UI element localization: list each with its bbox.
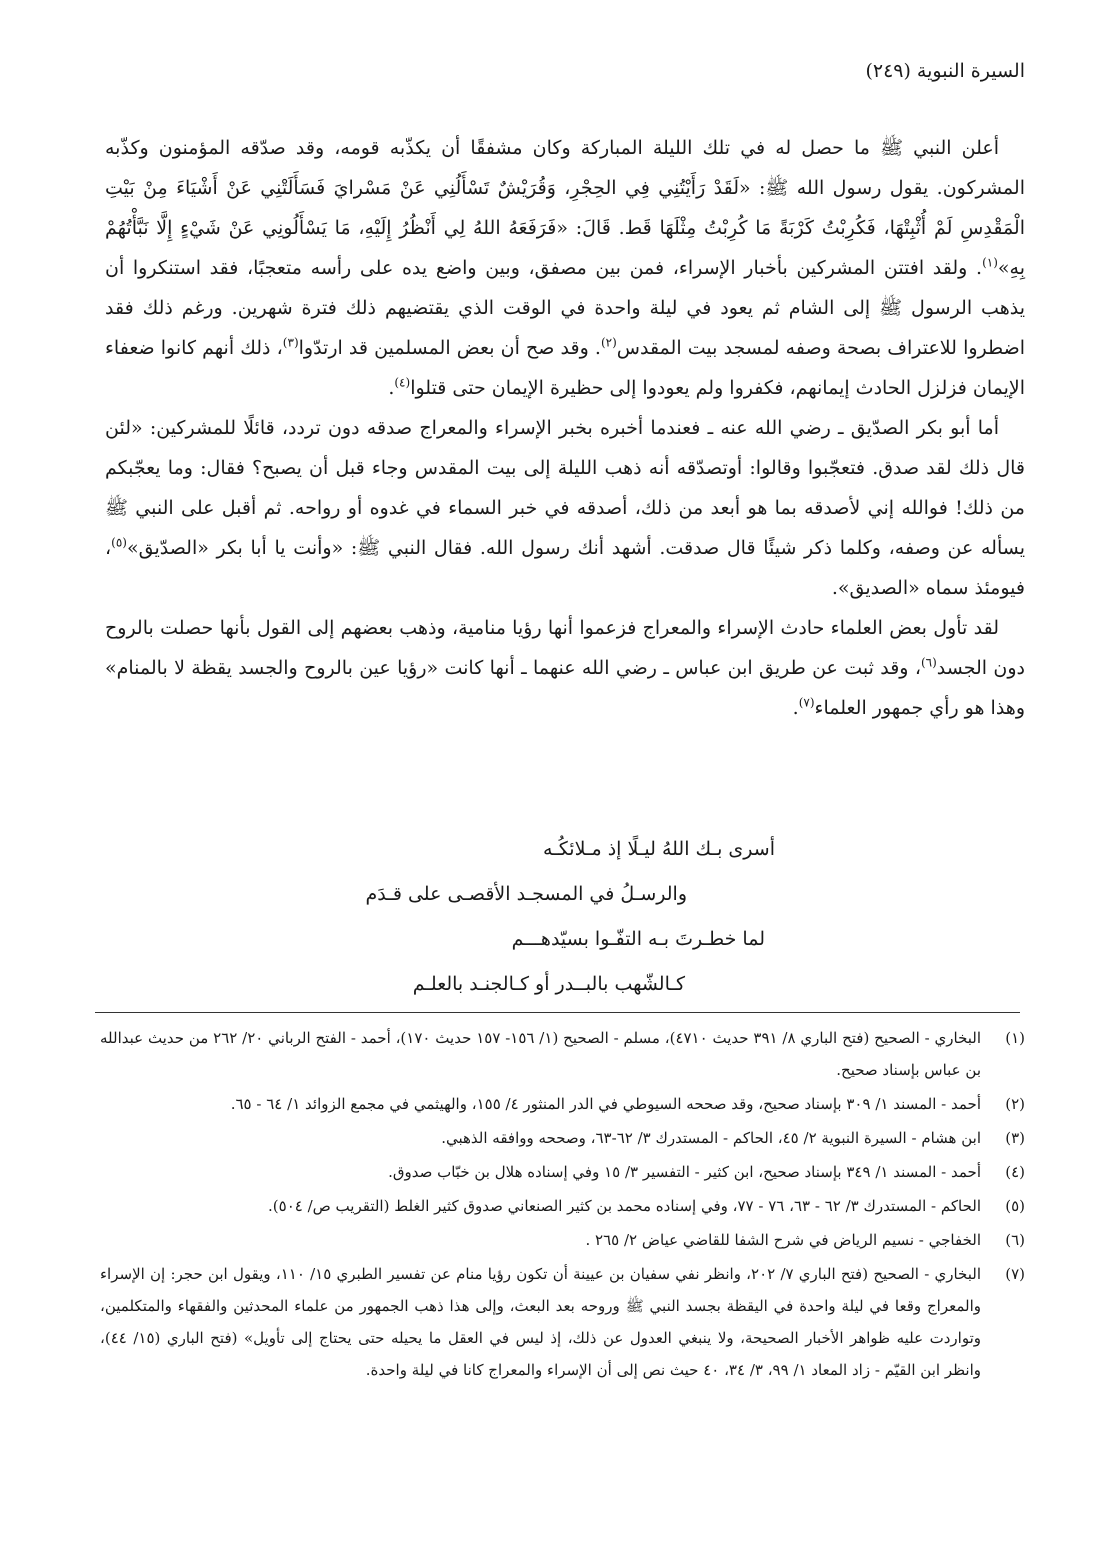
footnote [100,1224,1025,1256]
footnote-text: البخاري - الصحيح (فتح الباري ٧/ ٢٠٢، وانظر نفي سفيان بن عيينة أن تكون رؤيا منام عن تفسير الطبري ١٥/ ١١٠، ويقول ابن حجر: إن الإسراء والمعراج وقعا في ليلة واحدة في اليقظة بجسد النبي ﷺ وروحه بعد البعث، وإلى هذا ذهب الجمهور من علماء المحدثين والفقهاء والمتكلمين، وتواردت عليه ظواهر الأخبار الصحيحة، ولا ينبغي العدول عن ذلك، إذ ليس في العقل ما يحيله حتى يحتاج إلى تأويل» (فتح الباري (١٥/ ٤٤)، وانظر ابن القيّم - زاد المعاد ١/ ٩٩، ٣/ ٣٤، ٤٠ حيث نص إلى أن الإسراء والمعراج كانا في ليلة واحدة. [100,1265,981,1379]
poem-verse: لما خطـرتَ بـه التفّـوا بسيّدهـــم [511,928,765,950]
footnote [100,1190,1025,1222]
footnote-text: أحمد - المسند ١/ ٣٤٩ بإسناد صحيح، ابن كثير - التفسير ٣/ ١٥ وفي إسناده هلال بن خبّاب صدوق. [388,1163,981,1181]
paragraph: أعلن النبي ﷺ ما حصل له في تلك الليلة المباركة وكان مشفقًا أن يكذّبه قومه، وقد صدّقه المؤمنون وكذّبه المشركون. يقول رسول الله ﷺ: «لَقَدْ رَأَيْتُنِي فِي الحِجْرِ، وَقُرَيْشٌ تَسْأَلُنِي عَنْ مَسْرايَ فَسَأَلَتْنِي عَنْ أَشْيَاءَ مِنْ بَيْتِ الْمَقْدِسِ لَمْ أُثْبِتْهَا، فَكُرِبْتُ كَرْبَةً مَا كُرِبْتُ مِثْلَهَا قَط. قَالَ: «فَرَفَعَهُ اللهُ لِي أَنْظُرُ إِلَيْهِ، مَا يَسْأَلُونِي عَنْ شَيْءٍ إِلَّا نَبَّأْتُهُمْ بِهِ»$^{(١)}$. ولقد افتتن المشركين بأخبار الإسراء، فمن بين مصفق، وبين واضع يده على رأسه متعجبًا، فقد استنكروا أن يذهب الرسول ﷺ إلى الشام ثم يعود في ليلة واحدة في الوقت الذي يقتضيهم ذلك فترة شهرين. ورغم ذلك فقد اضطروا للاعتراف بصحة وصفه لمسجد بيت المقدس$^{(٢)}$. وقد صح أن بعض المسلمين قد ارتدّوا$^{(٣)}$، ذلك أنهم كانوا ضعفاء الإيمان فزلزل الحادث إيمانهم، فكفروا ولم يعودوا إلى حظيرة الإيمان حتى قتلوا$^{(٤)}$. [105,137,1026,399]
footnote-text: البخاري - الصحيح (فتح الباري ٨/ ٣٩١ حديث ٤٧١٠)، مسلم - الصحيح (١/ ١٥٦- ١٥٧ حديث ١٧٠)، أحمد - الفتح الرباني ٢٠/ ٢٦٢ من حديث عبدالله بن عباس بإسناد صحيح. [100,1029,982,1079]
footnote [100,1122,1025,1154]
footnote-number: (٦) [1005,1231,1025,1249]
footnote-number: (٤) [1005,1163,1025,1181]
footnote-ref: (٣) [282,335,299,350]
footnote-number: (٧) [1005,1265,1025,1283]
paragraph: لقد تأول بعض العلماء حادث الإسراء والمعراج فزعموا أنها رؤيا منامية، وذهب بعضهم إلى القول بأنها حصلت بالروح دون الجسد$^{(٦)}$، وقد ثبت عن طريق ابن عباس ـ رضي الله عنهما ـ أنها كانت «رؤيا عين بالروح والجسد يقظة لا بالمنام» وهذا هو رأي جمهور العلماء$^{(٧)}$. [105,617,1025,719]
footnote-separator [95,1012,1020,1013]
footnotes [100,1022,1025,1388]
footnote-text: ابن هشام - السيرة النبوية ٢/ ٤٥، الحاكم - المستدرك ٣/ ٦٢-٦٣، وصححه ووافقه الذهبي. [441,1129,981,1147]
footnote-ref: (٧) [798,695,815,710]
footnote [100,1156,1025,1188]
footnote-text: أحمد - المسند ١/ ٣٠٩ بإسناد صحيح، وقد صححه السيوطي في الدر المنثور ٤/ ١٥٥، والهيثمي في مجمع الزوائد ١/ ٦٤ - ٦٥. [230,1095,981,1113]
footnote [100,1088,1025,1120]
poem-verse: والرسـلُ في المسجـد الأقصـى على قـدَم [365,883,687,905]
footnote [100,1258,1025,1386]
running-header: السيرة النبوية (٢٤٩) [865,60,1025,82]
footnote-ref: (٤) [394,375,411,390]
footnote-number: (٣) [1005,1129,1025,1147]
footnote-ref: (١) [982,255,998,270]
footnote-ref: (٢) [600,335,617,350]
poem-verse: أسرى بـك اللهُ ليـلًا إذ مـلائكُـه [543,838,775,860]
footnote-text: الحاكم - المستدرك ٣/ ٦٢ - ٦٣، ٧٦ - ٧٧، وفي إسناده محمد بن كثير الصنعاني صدوق كثير الغلط (التقريب ص/ ٥٠٤). [268,1197,981,1215]
footnote [100,1022,1025,1086]
footnote-number: (١) [1005,1029,1025,1047]
footnote-text: الخفاجي - نسيم الرياض في شرح الشفا للقاضي عياض ٢/ ٢٦٥ . [585,1231,981,1249]
footnote-number: (٥) [1005,1197,1025,1215]
footnote-ref: (٦) [920,655,937,670]
footnote-ref: (٥) [111,535,127,550]
main-text [105,128,1025,728]
paragraph: أما أبو بكر الصدّيق ـ رضي الله عنه ـ فعندما أخبره بخبر الإسراء والمعراج صدقه دون تردد، قائلًا للمشركين: «لئن قال ذلك لقد صدق. فتعجّبوا وقالوا: أوتصدّقه أنه ذهب الليلة إلى بيت المقدس وجاء قبل أن يصبح؟ فقال: وما يعجّبكم من ذلك! فوالله إني لأصدقه بما هو أبعد من ذلك، أصدقه في خبر السماء في غدوه أو رواحه. ثم أقبل على النبي ﷺ يسأله عن وصفه، وكلما ذكر شيئًا قال صدقت. أشهد أنك رسول الله. فقال النبي ﷺ: «وأنت يا أبا بكر «الصدّيق»$^{(٥)}$، فيومئذ سماه «الصديق». [105,417,1025,599]
poem-verse: كـالشّهب بالبــدر أو كـالجنـد بالعلـم [412,973,685,995]
poem [345,827,775,1007]
footnote-number: (٢) [1005,1095,1025,1113]
